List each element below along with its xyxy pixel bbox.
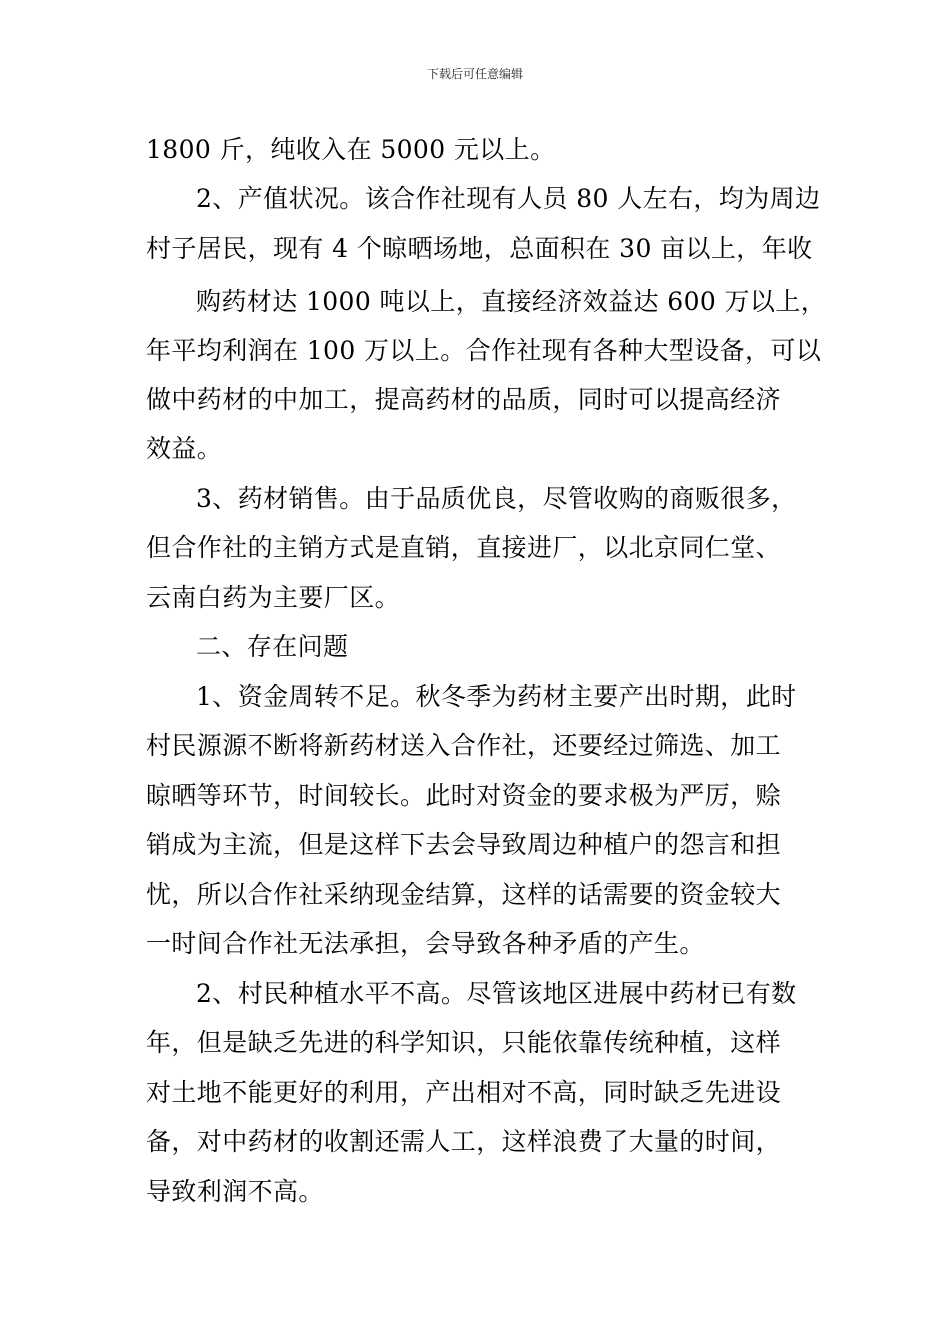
text-line: 2、产值状况。该合作社现有人员 80 人左右，均为周边 [196, 184, 821, 213]
text-line: 购药材达 1000 吨以上，直接经济效益达 600 万以上， [196, 287, 827, 316]
text-line: 备，对中药材的收割还需人工，这样浪费了大量的时间， [146, 1127, 782, 1156]
text-line: 1800 斤，纯收入在 5000 元以上。 [146, 135, 556, 164]
text-line: 销成为主流，但是这样下去会导致周边种植户的怨言和担 [146, 830, 782, 859]
text-line: 一时间合作社无法承担，会导致各种矛盾的产生。 [146, 929, 705, 958]
text-line: 3、药材销售。由于品质优良，尽管收购的商贩很多， [196, 484, 797, 513]
text-line: 晾晒等环节，时间较长。此时对资金的要求极为严厉，赊 [146, 781, 782, 810]
text-line: 效益。 [146, 434, 223, 463]
text-line: 1、资金周转不足。秋冬季为药材主要产出时期，此时 [196, 682, 797, 711]
page-header: 下载后可任意编辑 [426, 67, 523, 81]
text-line: 但合作社的主销方式是直销，直接进厂，以北京同仁堂、 [146, 533, 782, 562]
text-line: 村子居民，现有 4 个晾晒场地，总面积在 30 亩以上，年收 [146, 234, 813, 263]
text-line: 年平均利润在 100 万以上。合作社现有各种大型设备，可以 [146, 336, 822, 365]
text-line: 2、村民种植水平不高。尽管该地区进展中药材已有数 [196, 979, 797, 1008]
text-line: 年，但是缺乏先进的科学知识，只能依靠传统种植，这样 [146, 1028, 782, 1057]
text-line: 做中药材的中加工，提高药材的品质，同时可以提高经济 [146, 385, 782, 414]
text-line: 对土地不能更好的利用，产出相对不高，同时缺乏先进设 [146, 1078, 782, 1107]
text-line: 云南白药为主要厂区。 [146, 583, 401, 612]
section-heading: 二、存在问题 [196, 632, 349, 661]
text-line: 导致利润不高。 [146, 1177, 324, 1206]
text-line: 忧，所以合作社采纳现金结算，这样的话需要的资金较大 [146, 880, 782, 909]
text-line: 村民源源不断将新药材送入合作社，还要经过筛选、加工 [146, 731, 782, 760]
